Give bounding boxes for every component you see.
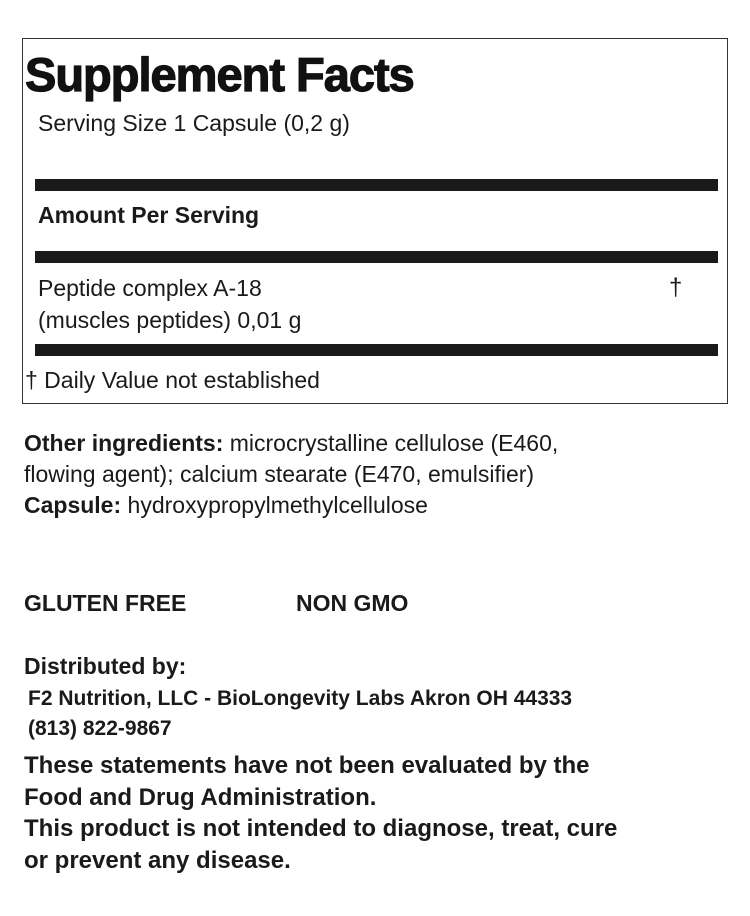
distributor-phone: (813) 822-9867 [28, 717, 172, 740]
ingredient-name: Peptide complex A-18 [38, 275, 262, 301]
other-ingredients-line-2: flowing agent); calcium stearate (E470, emulsifier) [24, 461, 535, 487]
ingredient-daily-value: † [669, 274, 683, 301]
disclaimer-line-2: Food and Drug Administration. [24, 783, 377, 811]
gluten-free-claim: GLUTEN FREE [24, 590, 187, 616]
capsule-label: Capsule: [24, 492, 122, 518]
amount-per-serving-heading: Amount Per Serving [38, 202, 260, 228]
non-gmo-claim: NON GMO [296, 590, 409, 616]
ingredient-amount: (muscles peptides) 0,01 g [38, 307, 302, 333]
divider-bar-middle [35, 251, 718, 263]
capsule-line [24, 490, 558, 521]
other-ingredients-text-1: microcrystalline cellulose (E460, [223, 430, 559, 456]
other-ingredients-line-1 [24, 428, 558, 459]
disclaimer-line-1: These statements have not been evaluated by the [24, 752, 590, 779]
distributor-company: F2 Nutrition, LLC - BioLongevity Labs Akron OH 44333 [28, 687, 573, 710]
ingredient-row [38, 272, 301, 336]
other-ingredients-section [24, 428, 558, 521]
disclaimer-line-4: or prevent any disease. [24, 846, 291, 874]
supplement-facts-title: Supplement Facts [25, 48, 414, 101]
serving-size: Serving Size 1 Capsule (0,2 g) [38, 110, 350, 136]
disclaimer-line-3: This product is not intended to diagnose, treat, cure [24, 815, 618, 842]
divider-bar-top [35, 179, 718, 191]
capsule-text: hydroxypropylmethylcellulose [121, 492, 428, 518]
fda-disclaimer [24, 750, 617, 876]
claims-row [24, 588, 408, 618]
divider-bar-bottom [35, 344, 718, 356]
distributor-info [28, 684, 572, 744]
distributed-by-heading: Distributed by: [24, 653, 187, 679]
supplement-facts-panel [22, 38, 728, 404]
other-ingredients-label: Other ingredients: [24, 430, 224, 456]
daily-value-note: † Daily Value not established [25, 367, 320, 393]
